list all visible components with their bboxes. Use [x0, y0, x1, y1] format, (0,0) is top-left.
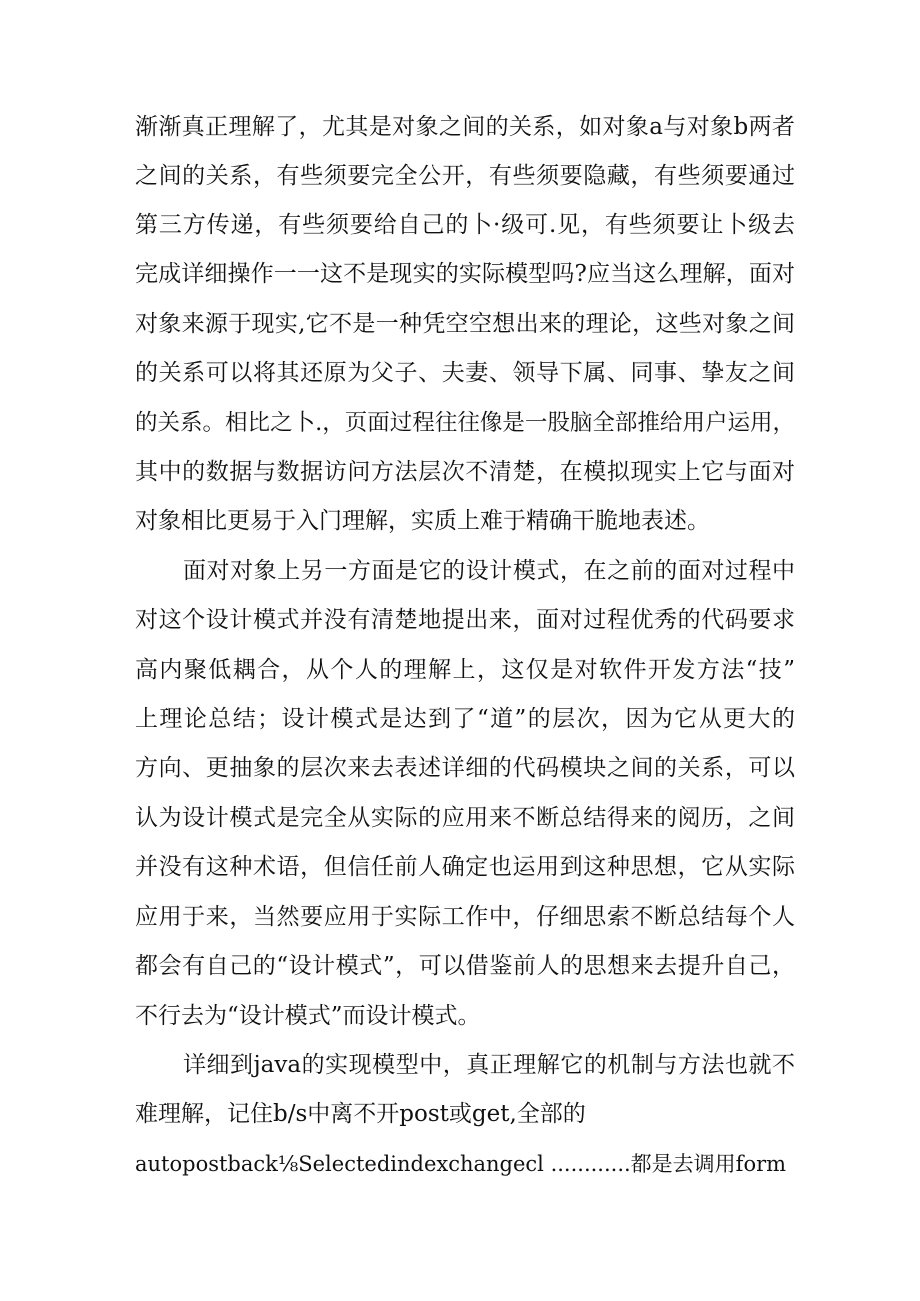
text-line: 面对对象上另一方面是它的设计模式，在之前的面对过程中	[183, 558, 795, 584]
text-line: autopostback⅛Selectedindexchangecl ............都是去调用form	[135, 1152, 787, 1176]
text-line: 并没有这种术语，但信任前人确定也运用到这种思想，它从实际	[135, 854, 795, 880]
text-line: 其中的数据与数据访问方法层次不清楚，在模拟现实上它与面对	[135, 459, 795, 485]
text-line: 都会有自己的“设计模式”，可以借鉴前人的思想来去提升自己，	[135, 953, 795, 979]
text-line: 之间的关系，有些须要完全公开，有些须要隐藏，有些须要通过	[135, 163, 795, 189]
text-line: 认为设计模式是完全从实际的应用来不断总结得来的阅历，之间	[135, 805, 795, 831]
text-line: 的关系可以将其还原为父子、夫妻、领导下属、同事、挚友之间	[135, 360, 795, 386]
text-line: 难理解，记住b/s中离不开post或get,全部的	[135, 1101, 586, 1127]
text-line: 详细到java的实现模型中，真正理解它的机制与方法也就不	[183, 1052, 795, 1078]
text-line: 对这个设计模式并没有清楚地提出来，面对过程优秀的代码要求	[135, 607, 795, 633]
text-line: 方向、更抽象的层次来去表述详细的代码模块之间的关系，可以	[135, 755, 795, 781]
text-line: 第三方传递，有些须要给自己的卜·级可.见，有些须要让卜级去	[135, 212, 795, 238]
text-line: 上理论总结；设计模式是达到了“道”的层次，因为它从更大的	[135, 706, 795, 732]
text-line: 应用于来，当然要应用于实际工作中，仔细思索不断总结每个人	[135, 904, 795, 930]
text-line: 完成详细操作一一这不是现实的实际模型吗?应当这么理解，面对	[135, 261, 795, 287]
text-line: 的关系。相比之卜.，页面过程往往像是一股脑全部推给用户运用，	[135, 410, 795, 436]
text-line: 不行去为“设计模式”而设计模式。	[135, 1003, 481, 1029]
text-line: 高内聚低耦合，从个人的理解上，这仅是对软件开发方法“技”	[135, 657, 795, 683]
text-line: 渐渐真正理解了，尤其是对象之间的关系，如对象a与对象b两者	[135, 114, 795, 140]
text-line: 对象来源于现实,它不是一种凭空空想出来的理论，这些对象之间	[135, 311, 795, 337]
text-line: 对象相比更易于入门理解，实质上难于精确干脆地表述。	[135, 508, 710, 534]
